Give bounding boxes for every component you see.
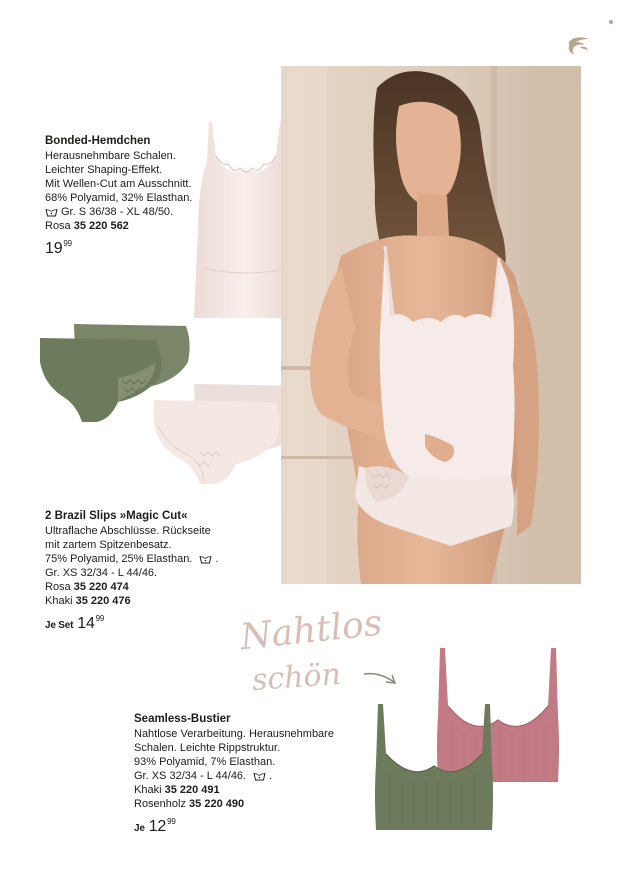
product-title: Bonded-Hemdchen	[45, 135, 151, 147]
washing-instruction-icon	[45, 207, 58, 217]
price-prefix: Je Set	[45, 620, 74, 631]
material-line: 93% Polyamid, 7% Elasthan.	[134, 756, 276, 768]
article-number: 35 220 476	[75, 595, 131, 607]
headline-nahtlos: Nahtlos	[238, 602, 385, 659]
price-main: 12	[148, 818, 167, 835]
material-text: 75% Polyamid, 25% Elasthan.	[45, 553, 193, 565]
material-line: 75% Polyamid, 25% Elasthan. .	[45, 553, 219, 565]
seamless-bustier-info	[134, 712, 334, 836]
description-line: Ultraflache Abschlüsse. Rückseite	[45, 525, 211, 537]
price-main: 14	[77, 615, 95, 632]
khaki-bustier-image	[372, 702, 496, 832]
description-line: Herausnehmbare Schalen.	[45, 150, 176, 162]
model-photo	[281, 66, 581, 584]
tchibo-logo-icon	[566, 34, 592, 56]
product-title: 2 Brazil Slips »Magic Cut«	[45, 510, 188, 522]
headline-schoen: schön	[250, 656, 343, 699]
price-cents: 99	[167, 817, 176, 826]
price-cents: 99	[95, 614, 105, 623]
material-line: 68% Polyamid, 32% Elasthan.	[45, 192, 193, 204]
article-number: 35 220 474	[73, 581, 129, 593]
description-line: Schalen. Leichte Rippstruktur.	[134, 742, 281, 754]
color-label: Khaki	[45, 595, 73, 607]
price-cents: 99	[63, 239, 72, 248]
price	[134, 815, 334, 836]
article-number: 35 220 490	[189, 798, 245, 810]
article-number: 35 220 491	[164, 784, 220, 796]
color-label: Rosa	[45, 220, 71, 232]
washing-instruction-icon	[253, 771, 266, 781]
article-number: 35 220 562	[73, 220, 129, 232]
bonded-hemdchen-info	[45, 134, 192, 256]
article-line	[134, 797, 334, 811]
price	[45, 612, 219, 633]
size-line: Gr. XS 32/34 - L 44/46. .	[134, 770, 273, 782]
color-label: Rosenholz	[134, 798, 186, 810]
brazil-slips-info	[45, 509, 219, 633]
article-line	[45, 580, 219, 594]
article-line	[134, 783, 334, 797]
size-range: Gr. S 36/38 - XL 48/50.	[61, 206, 174, 218]
description-line: mit zartem Spitzenbesatz.	[45, 539, 172, 551]
price-main: 19	[45, 240, 63, 257]
price-prefix: Je	[134, 823, 145, 834]
description-line: Nahtlose Verarbeitung. Herausnehmbare	[134, 728, 334, 740]
color-label: Rosa	[45, 581, 71, 593]
product-title: Seamless-Bustier	[134, 713, 231, 725]
curved-arrow-icon	[362, 668, 400, 690]
description-line: Mit Wellen-Cut am Ausschnitt.	[45, 178, 192, 190]
size-range: Gr. XS 32/34 - L 44/46.	[134, 770, 247, 782]
article-line	[45, 219, 192, 233]
article-line	[45, 594, 219, 608]
corner-mark	[609, 20, 613, 24]
description-line: Leichter Shaping-Effekt.	[45, 164, 163, 176]
color-label: Khaki	[134, 784, 162, 796]
size-range: Gr. XS 32/34 - L 44/46.	[45, 567, 158, 579]
price	[45, 237, 192, 256]
washing-instruction-icon	[199, 554, 212, 564]
size-line	[45, 205, 192, 219]
